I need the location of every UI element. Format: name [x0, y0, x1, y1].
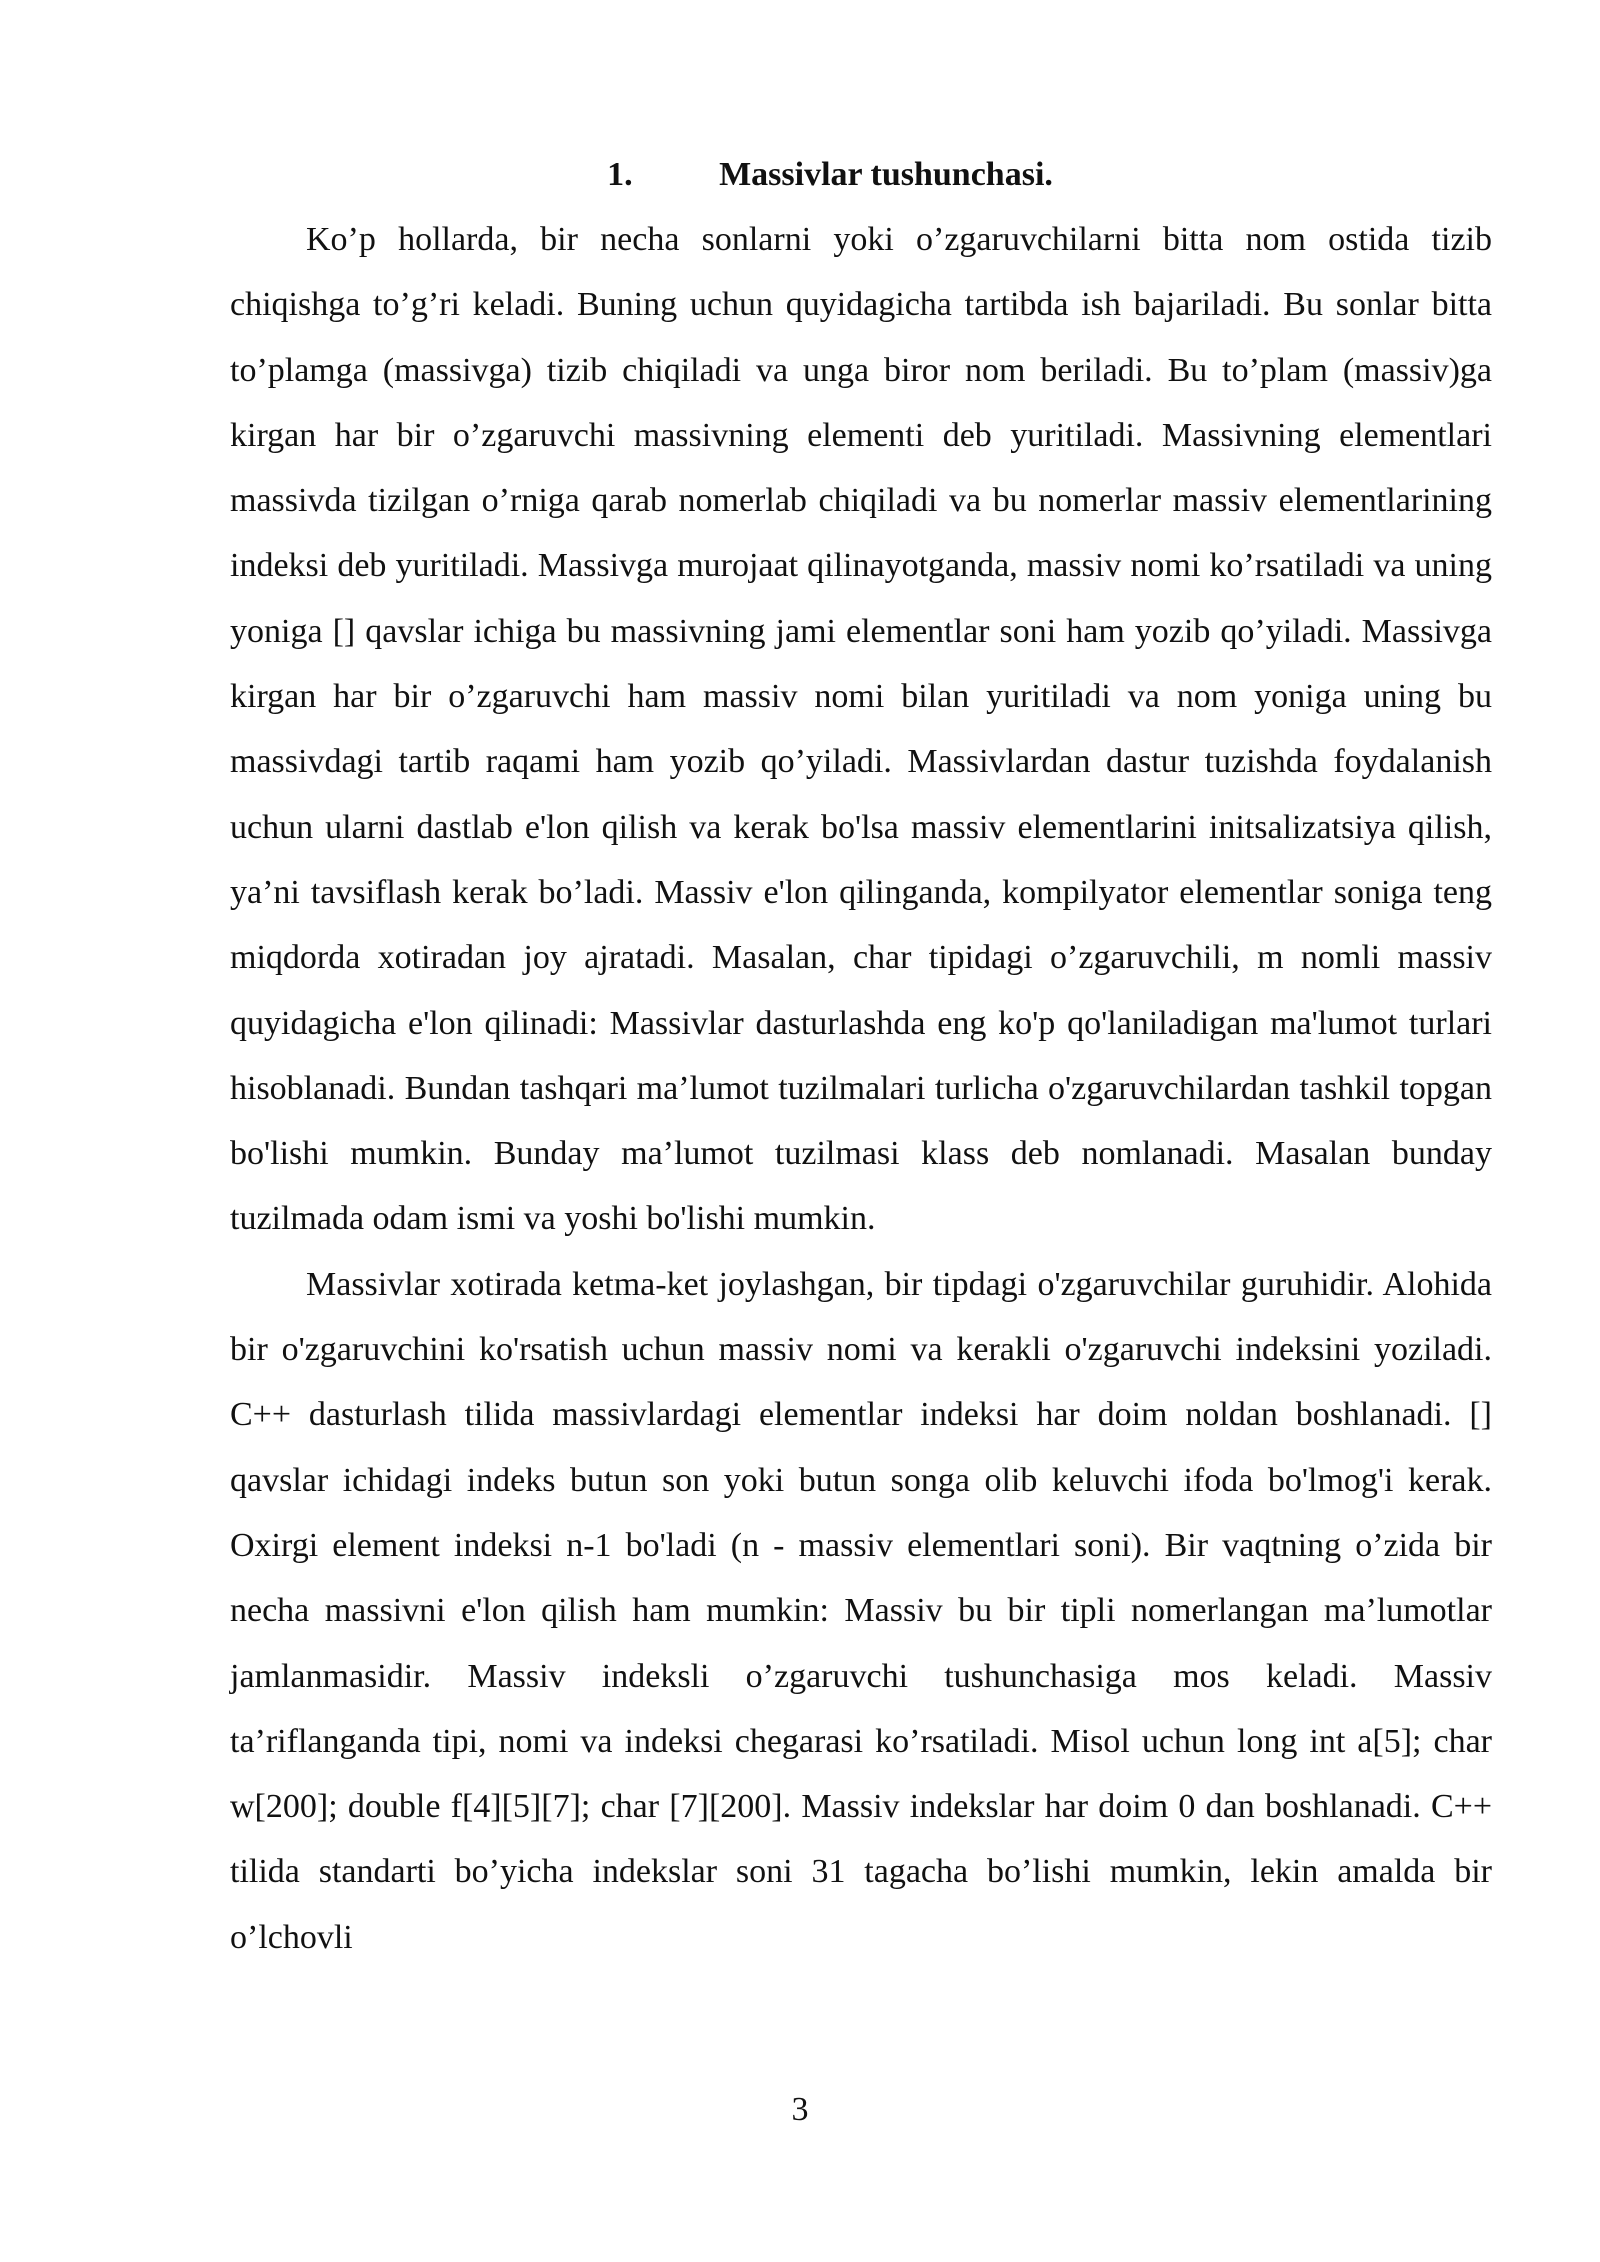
paragraph: Ko’p hollarda, bir necha sonlarni yoki o’zgaruvchilarni bitta nom ostida tizib chiqishga to’g’ri keladi. Buning uchun quyidagicha tartibda ish bajariladi. Bu sonlar bitta to’plamga (massivga) tizib chiqiladi va unga biror nom beriladi. Bu to’plam (massiv)ga kirgan har bir o’zgaruvchi massivning elementi deb yuritiladi. Massivning elementlari massivda tizilgan o’rniga qarab nomerlab chiqiladi va bu nomerlar massiv elementlarining indeksi deb yuritiladi. Massivga murojaat qilinayotganda, massiv nomi ko’rsatiladi va uning yoniga [] qavslar ichiga bu massivning jami elementlar soni ham yozib qo’yiladi. Massivga kirgan har bir o’zgaruvchi ham massiv nomi bilan yuritiladi va nom yoniga uning bu massivdagi tartib raqami ham yozib qo’yiladi. Massivlardan dastur tuzishda foydalanish uchun ularni dastlab e'lon qilish va kerak bo'lsa massiv elementlarini initsalizatsiya qilish, ya’ni tavsiflash kerak bo’ladi. Massiv e'lon qilinganda, kompilyator elementlar soniga teng miqdorda xotiradan joy ajratadi. Masalan, char tipidagi o’zgaruvchili, m nomli massiv quyidagicha e'lon qilinadi: Massivlar dasturlashda eng ko'p qo'laniladigan ma'lumot turlari hisoblanadi. Bundan tashqari ma’lumot tuzilmalari turlicha o'zgaruvchilardan tashkil topgan bo'lishi mumkin. Bunday ma’lumot tuzilmasi klass deb nomlanadi. Masalan bunday tuzilmada odam ismi va yoshi bo'lishi mumkin. [230, 221, 1492, 1238]
section-title: Massivlar tushunchasi. [719, 156, 1053, 193]
section-heading [0, 150, 1600, 200]
page-number: 3 [791, 2091, 809, 2128]
paragraph: Massivlar xotirada ketma-ket joylashgan, bir tipdagi o'zgaruvchilar guruhidir. Alohida bir o'zgaruvchini ko'rsatish uchun massiv nomi va kerakli o'zgaruvchi indeksini yoziladi. C++ dasturlash tilida massivlardagi elementlar indeksi har doim noldan boshlanadi. [] qavslar ichidagi indeks butun son yoki butun songa olib keluvchi ifoda bo'lmog'i kerak. Oxirgi element indeksi n-1 bo'ladi (n - massiv elementlari soni). Bir vaqtning o’zida bir necha massivni e'lon qilish ham mumkin: Massiv bu bir tipli nomerlangan ma’lumotlar jamlanmasidir. Massiv indeksli o’zgaruvchi tushunchasiga mos keladi. Massiv ta’riflanganda tipi, nomi va indeksi chegarasi ko’rsatiladi. Misol uchun long int a[5]; char w[200]; double f[4][5][7]; char [7][200]. Massiv indekslar har doim 0 dan boshlanadi. C++ tilida standarti bo’yicha indekslar soni 31 tagacha bo’lishi mumkin, lekin amalda bir o’lchovli [230, 1265, 1492, 1956]
body-text [230, 207, 1492, 1970]
section-number: 1. [607, 156, 633, 193]
